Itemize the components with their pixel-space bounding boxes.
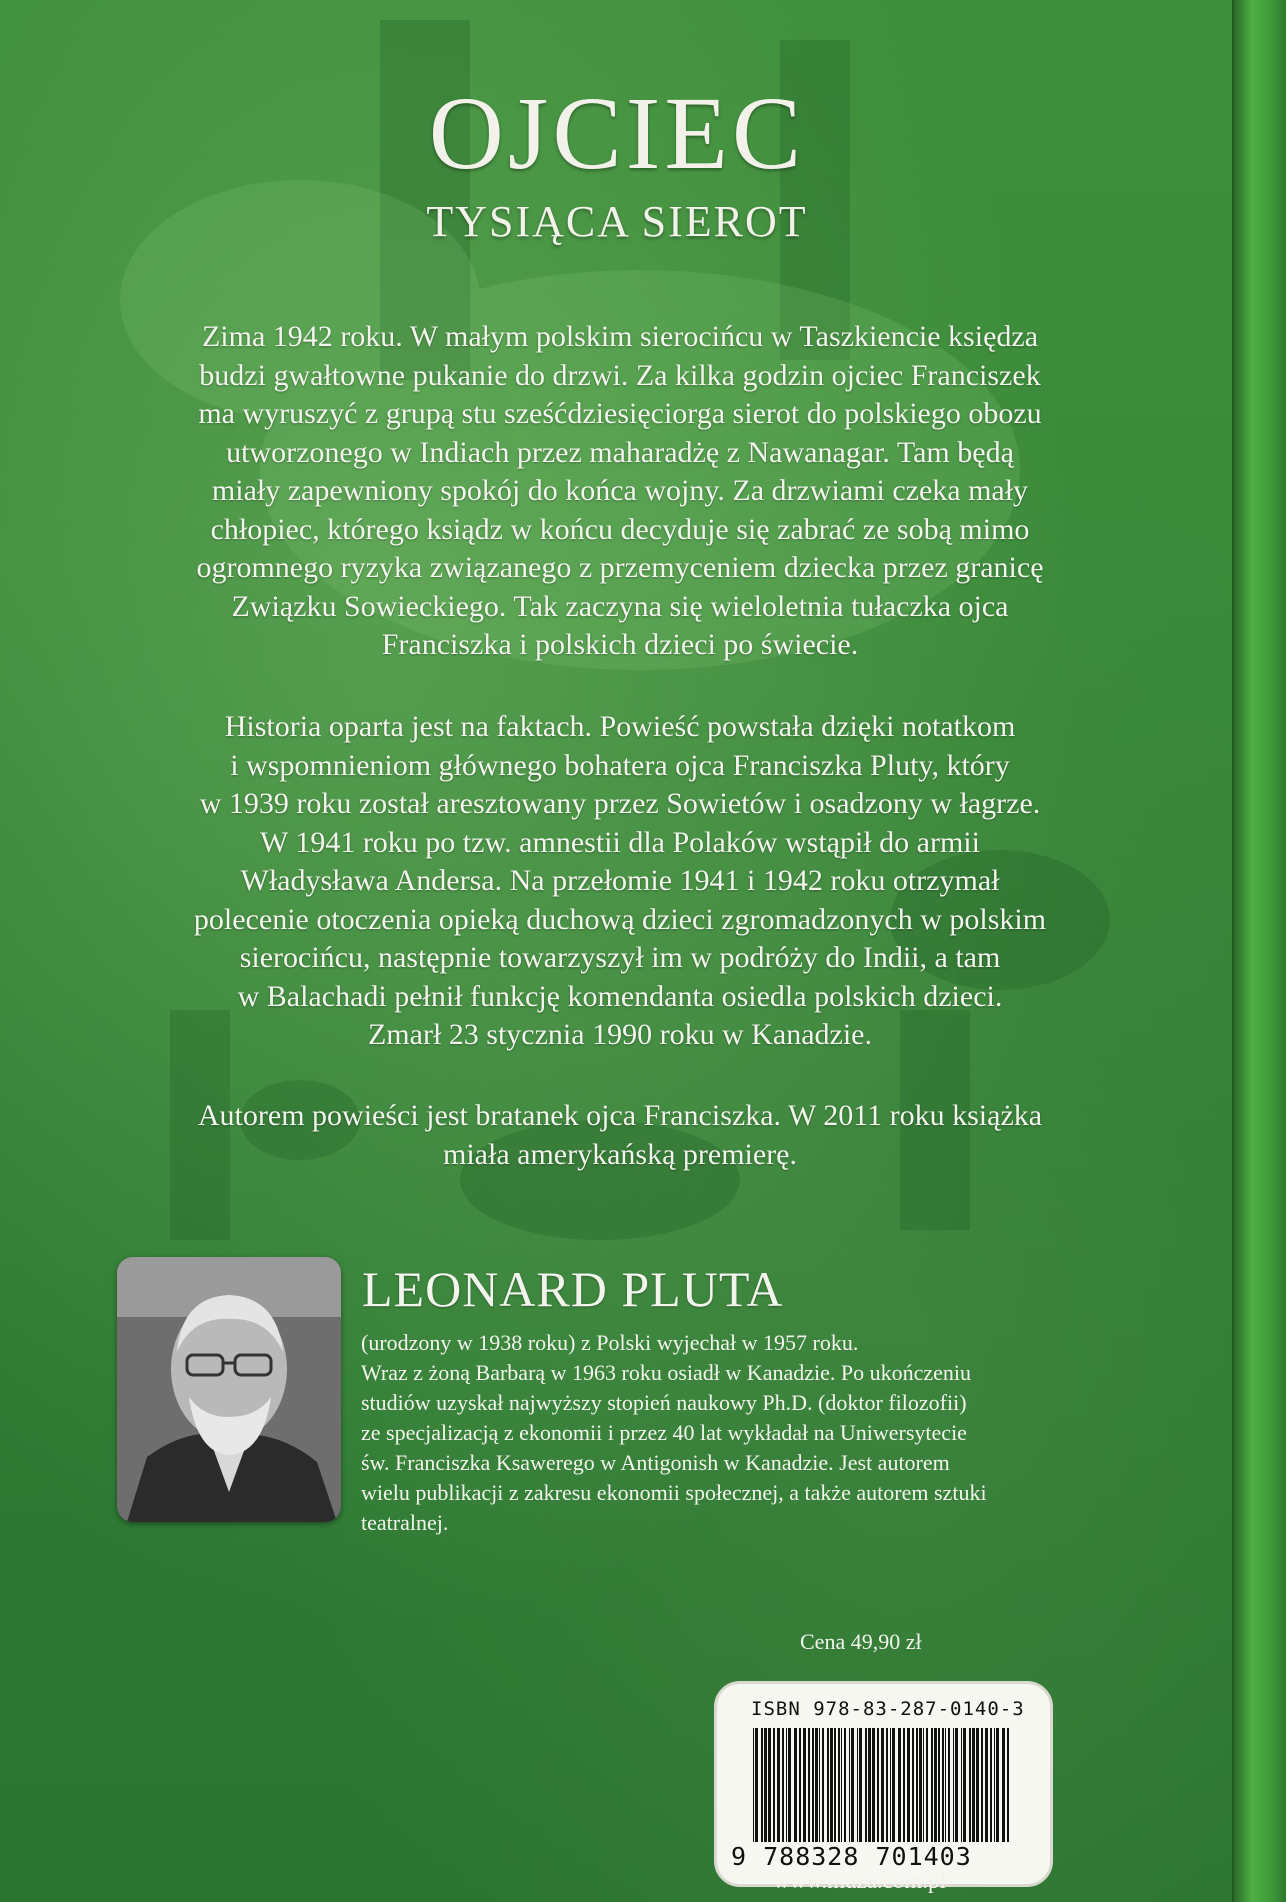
barcode-bar — [799, 1728, 801, 1842]
barcode-bar — [972, 1728, 975, 1842]
barcode-bar — [907, 1728, 910, 1842]
blurb-line: Autorem powieści jest bratanek ojca Franciszka. W 2011 roku książka — [197, 1099, 1043, 1132]
barcode-bar — [942, 1728, 944, 1842]
author-portrait-icon — [117, 1257, 341, 1522]
barcode-bar — [886, 1728, 888, 1842]
book-subtitle: TYSIĄCA SIEROT — [426, 197, 808, 246]
blurb-line: utworzonego w Indiach przez maharadżę z Nawanagar. Tam będą — [226, 435, 1014, 469]
barcode-bar — [985, 1728, 988, 1842]
blurb-line: ma wyruszyć z grupą stu sześćdziesięciorga sierot do polskiego obozu — [198, 397, 1042, 430]
blurb-line: miała amerykańską premierę. — [443, 1137, 797, 1171]
barcode-bar — [768, 1728, 771, 1842]
barcode-bar — [931, 1728, 933, 1842]
barcode-bar — [851, 1728, 854, 1842]
blurb-paragraph-1 — [120, 318, 1120, 665]
barcode-bar — [819, 1728, 820, 1842]
blurb-paragraph-2 — [120, 708, 1120, 1055]
barcode-bar — [948, 1728, 950, 1842]
bio-line: wielu publikacji z zakresu ekonomii społecznej, a także autorem sztuki — [361, 1480, 987, 1505]
bio-line: studiów uzyskał najwyższy stopień naukowy Ph.D. (doktor filozofii) — [361, 1390, 967, 1415]
barcode-bar — [788, 1728, 791, 1842]
barcode-bar — [912, 1728, 914, 1842]
blurb-line: Zima 1942 roku. W małym polskim sierocińcu w Taszkiencie księdza — [201, 320, 1039, 353]
barcode-bar — [764, 1728, 767, 1842]
barcode-bar — [926, 1728, 928, 1842]
blurb-line: Franciszka i polskich dzieci po świecie. — [381, 628, 859, 661]
barcode-bar — [890, 1728, 891, 1842]
author-photo — [117, 1257, 341, 1522]
blurb-line: w 1939 roku został aresztowany przez Sowietów i osadzony w łagrze. — [199, 787, 1041, 820]
bio-line: Wraz z żoną Barbarą w 1963 roku osiadł w Kanadzie. Po ukończeniu — [361, 1360, 972, 1385]
barcode-bar — [822, 1728, 824, 1842]
barcode-bar — [996, 1728, 999, 1842]
barcode-bar — [969, 1728, 971, 1842]
barcode-bar — [868, 1728, 871, 1842]
barcode-bar — [786, 1728, 787, 1842]
barcode-bar — [976, 1728, 979, 1842]
blurb-line: W 1941 roku po tzw. amnestii dla Polaków wstąpił do armii — [260, 825, 980, 859]
barcode-bar — [945, 1728, 946, 1842]
blurb-line: ogromnego ryzyka związanego z przemyceniem dziecka przez granicę — [196, 551, 1044, 584]
blurb-line: i wspomnieniom głównego bohatera ojca Franciszka Pluty, który — [230, 748, 1010, 782]
barcode-bar — [773, 1728, 775, 1842]
blurb-line: Związku Sowieckiego. Tak zaczyna się wieloletnia tułaczka ojca — [231, 589, 1009, 623]
barcode-bar — [903, 1728, 905, 1842]
author-name: LEONARD PLUTA — [362, 1261, 784, 1317]
barcode-bar — [877, 1728, 879, 1842]
barcode-bar — [892, 1728, 895, 1842]
barcode-bar — [934, 1728, 937, 1842]
barcode-bar — [812, 1728, 814, 1842]
blurb-line: Władysława Andersa. Na przełomie 1941 i 1942 roku otrzymał — [240, 864, 1000, 897]
bio-line: teatralnej. — [361, 1510, 449, 1535]
barcode-bar — [859, 1728, 862, 1842]
barcode-bar — [849, 1728, 850, 1842]
barcode-bar — [827, 1728, 829, 1842]
barcode-bar — [755, 1728, 758, 1842]
blurb-paragraph-3 — [120, 1097, 1120, 1174]
barcode-bar — [782, 1728, 784, 1842]
barcode-bar — [938, 1728, 940, 1842]
barcode-bar — [953, 1728, 954, 1842]
barcode-bar — [916, 1728, 918, 1842]
price-label: Cena 49,90 zł — [800, 1629, 922, 1654]
book-title: OJCIEC — [428, 76, 806, 191]
barcode-bar — [761, 1728, 763, 1842]
bio-line: (urodzony w 1938 roku) z Polski wyjechał w 1957 roku. — [361, 1330, 859, 1355]
barcode-digits: 9 788328 701403 — [731, 1842, 972, 1871]
barcode-bar — [857, 1728, 858, 1842]
barcode-bar — [963, 1728, 966, 1842]
blurb-line: w Balachadi pełnił funkcję komendanta osiedla polskich dzieci. — [237, 979, 1003, 1013]
barcode-bar — [981, 1728, 983, 1842]
barcode-bar — [923, 1728, 924, 1842]
blurb-line: Zmarł 23 stycznia 1990 roku w Kanadzie. — [367, 1018, 872, 1051]
book-spine — [1232, 0, 1286, 1902]
barcode-bar — [1007, 1728, 1009, 1842]
author-bio — [361, 1328, 1141, 1538]
barcode-bar — [865, 1728, 867, 1842]
barcode-icon — [751, 1728, 1013, 1842]
barcode-bar — [955, 1728, 958, 1842]
barcode-bar — [808, 1728, 810, 1842]
barcode-bar — [881, 1728, 884, 1842]
barcode-bar — [994, 1728, 995, 1842]
barcode-bar — [841, 1728, 842, 1842]
barcode-bar — [794, 1728, 797, 1842]
barcode-bar — [838, 1728, 840, 1842]
barcode-bar — [898, 1728, 901, 1842]
barcode-bar — [1002, 1728, 1005, 1842]
bio-line: ze specjalizacją z ekonomii i przez 40 lat wykładał na Uniwersytecie — [361, 1420, 967, 1445]
blurb-line: sierocińcu, następnie towarzyszył im w podróży do Indii, a tam — [239, 941, 1001, 974]
barcode-bar — [777, 1728, 780, 1842]
barcode-bar — [830, 1728, 833, 1842]
barcode-bar — [990, 1728, 992, 1842]
barcode-bar — [815, 1728, 818, 1842]
bio-line: św. Franciszka Ksawerego w Antigonish w Kanadzie. Jest autorem — [361, 1450, 950, 1475]
barcode-bar — [872, 1728, 875, 1842]
barcode-bar — [919, 1728, 922, 1842]
blurb-line: polecenie otoczenia opieką duchową dzieci zgromadzonych w polskim — [193, 902, 1047, 936]
isbn-barcode-panel — [714, 1681, 1053, 1887]
blurb-line: Historia oparta jest na faktach. Powieść powstała dzięki notatkom — [224, 710, 1016, 743]
barcode-bar — [844, 1728, 846, 1842]
barcode-bar — [803, 1728, 806, 1842]
barcode-bar — [961, 1728, 962, 1842]
barcode-bar — [753, 1728, 754, 1842]
blurb-line: chłopiec, którego ksiądz w końcu decyduje się zabrać ze sobą mimo — [210, 512, 1030, 546]
blurb-line: budzi gwałtowne pukanie do drzwi. Za kilka godzin ojciec Franciszek — [199, 358, 1041, 392]
barcode-bar — [834, 1728, 836, 1842]
blurb-line: miały zapewniony spokój do końca wojny. Za drzwiami czeka mały — [211, 474, 1029, 507]
isbn-label: ISBN 978-83-287-0140-3 — [751, 1698, 1025, 1720]
publisher-website: www.muza.com.pl — [773, 1868, 946, 1893]
